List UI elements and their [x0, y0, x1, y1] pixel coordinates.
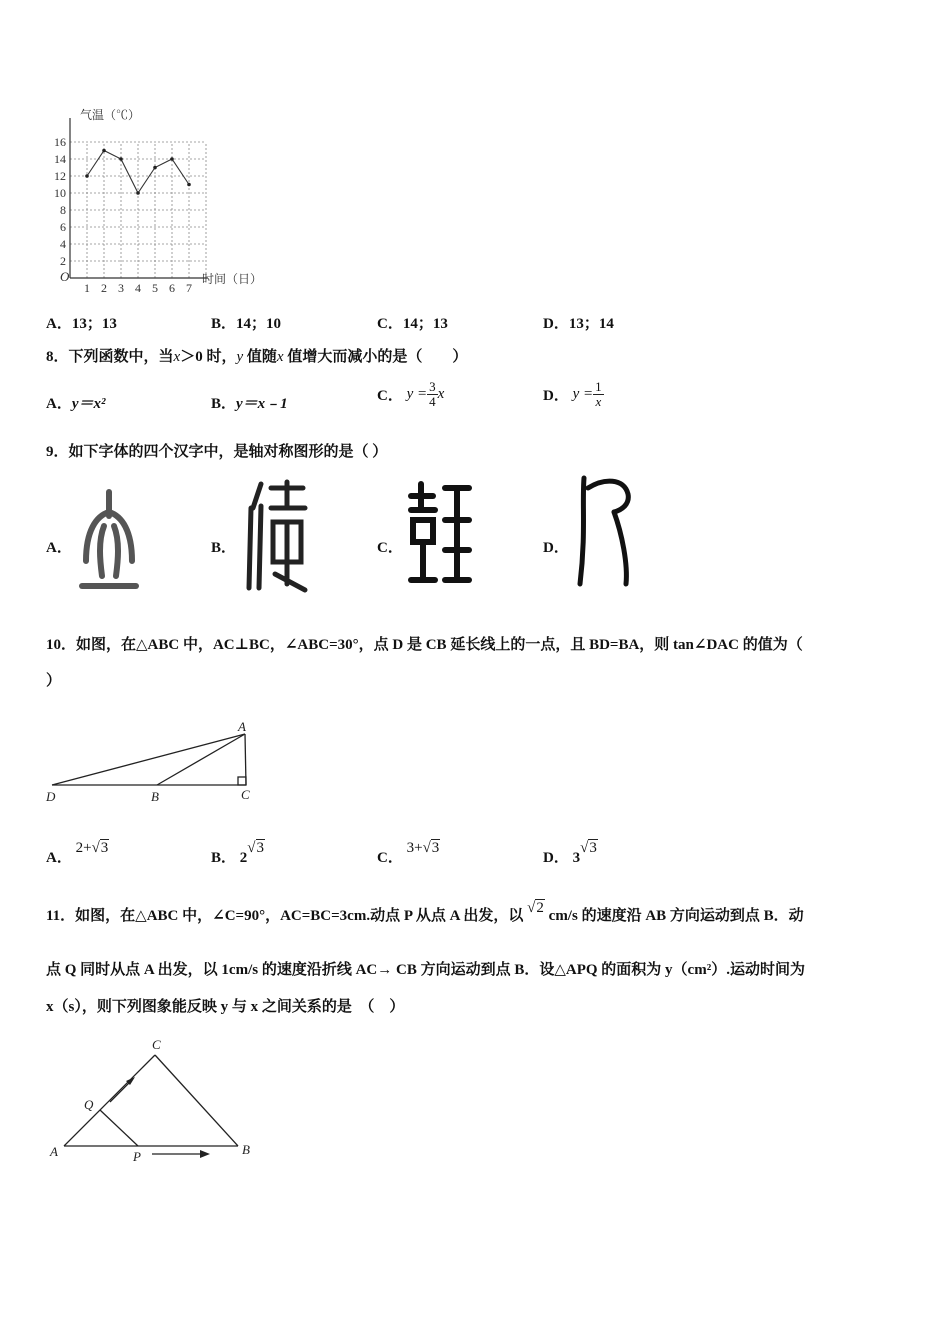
q11-triangle-figure: [40, 1032, 280, 1167]
chart-data-point: [119, 157, 123, 161]
q11-label-q: Q: [84, 1097, 94, 1112]
q11-label-c: C: [152, 1037, 161, 1052]
chart-data-point: [136, 191, 140, 195]
q10-d-expr: √3: [580, 840, 597, 856]
q11-label-p: P: [133, 1149, 141, 1164]
q10-option-d: D． 3√3: [543, 840, 597, 866]
seal-character-c-image: [407, 480, 473, 586]
chart-x-ticks: [84, 281, 192, 295]
temperature-line-chart: [40, 100, 280, 295]
chart-x-tick-label: 2: [101, 281, 107, 295]
q8-option-a: A．y＝x²: [46, 396, 106, 412]
chart-grid: [70, 142, 206, 278]
q10-stem-line1: 10．如图，在△ABC 中，AC⊥BC，∠ABC=30°，点 D 是 CB 延长线上的一点，且 BD=BA，则 tan∠DAC 的值为（: [46, 637, 803, 653]
q10-option-c: C． 3+√3: [377, 840, 440, 866]
chart-x-tick-label: 1: [84, 281, 90, 295]
chart-x-tick-label: 6: [169, 281, 175, 295]
q7-option-b: B．14；10: [211, 316, 282, 332]
q9-option-d-label: D．: [543, 540, 569, 556]
chart-x-tick-label: 4: [135, 281, 141, 295]
q10-option-a: A． 2+√3: [46, 840, 109, 866]
chart-y-axis-label: 气温（℃）: [80, 108, 141, 122]
seal-character-b-image: [243, 478, 311, 596]
chart-origin-label: O: [60, 269, 70, 284]
seal-character-d-image: [574, 474, 636, 590]
q11-stem-line3: x（s），则下列图象能反映 y 与 x 之间关系的是 （ ）: [46, 999, 405, 1015]
q7-option-a: A．13；13: [46, 316, 117, 332]
q10-stem-line2: ）: [46, 673, 62, 689]
q9-option-c-label: C．: [377, 540, 403, 556]
chart-y-tick-label: 2: [60, 254, 66, 268]
q8-stem: 8．下列函数中，当x＞0 时，y 值随x 值增大而减小的是（ ）: [46, 349, 468, 365]
q8-option-c: C． y = $\frac{3}{4}$ x: [377, 379, 445, 409]
chart-data-point: [102, 149, 106, 153]
q9-option-b-label: B．: [211, 540, 237, 556]
q10-label-b: B: [151, 789, 159, 804]
chart-y-tick-label: 4: [60, 237, 66, 251]
q11-label-b: B: [242, 1142, 250, 1157]
chart-y-tick-label: 6: [60, 220, 66, 234]
q11-stem-line2: 点 Q 同时从点 A 出发，以 1cm/s 的速度沿折线 AC→ CB 方向运动到点 B．设△APQ 的面积为 y（cm²）.运动时间为: [46, 962, 805, 978]
q7-option-c: C．14；13: [377, 316, 448, 332]
q10-triangle-figure: [40, 715, 270, 810]
chart-y-tick-label: 16: [54, 135, 66, 149]
chart-data-point: [85, 174, 89, 178]
q9-option-a-label: A．: [46, 540, 72, 556]
q10-label-c: C: [241, 787, 250, 802]
chart-y-ticks: [54, 135, 66, 268]
chart-x-axis-label: 时间（日）: [202, 272, 263, 286]
q9-stem: 9．如下字体的四个汉字中，是轴对称图形的是（ ）: [46, 444, 388, 460]
chart-data-point: [170, 157, 174, 161]
seal-character-a-image: [78, 486, 140, 596]
q10-option-b: B． 2√3: [211, 840, 264, 866]
q11-label-a: A: [50, 1144, 58, 1159]
q10-b-expr: √3: [247, 840, 264, 856]
q8-d-formula: y = $\frac{1}{x}$: [572, 379, 602, 409]
chart-x-tick-label: 7: [186, 281, 192, 295]
chart-y-tick-label: 14: [54, 152, 66, 166]
q8-option-d: D． y = $\frac{1}{x}$: [543, 379, 602, 409]
q10-a-expr: 2+√3: [75, 840, 109, 856]
q10-label-a: A: [238, 719, 246, 734]
chart-x-tick-label: 5: [152, 281, 158, 295]
q8-c-formula: y = $\frac{3}{4}$ x: [406, 379, 445, 409]
q10-label-d: D: [46, 789, 56, 804]
chart-y-tick-label: 12: [54, 169, 66, 183]
q11-stem-line1: 11．如图，在△ABC 中，∠C=90°，AC=BC=3cm.动点 P 从点 A 出发，以 √2 cm/s 的速度沿 AB 方向运动到点 B．动: [46, 900, 804, 924]
chart-x-tick-label: 3: [118, 281, 124, 295]
chart-y-tick-label: 10: [54, 186, 66, 200]
chart-y-tick-label: 8: [60, 203, 66, 217]
chart-data-point: [153, 166, 157, 170]
chart-data-point: [187, 183, 191, 187]
q7-option-d: D．13；14: [543, 316, 614, 332]
q10-c-expr: 3+√3: [406, 840, 440, 856]
q8-option-b: B．y＝x﹣1: [211, 396, 288, 412]
q11-sqrt2: √2: [527, 900, 544, 916]
